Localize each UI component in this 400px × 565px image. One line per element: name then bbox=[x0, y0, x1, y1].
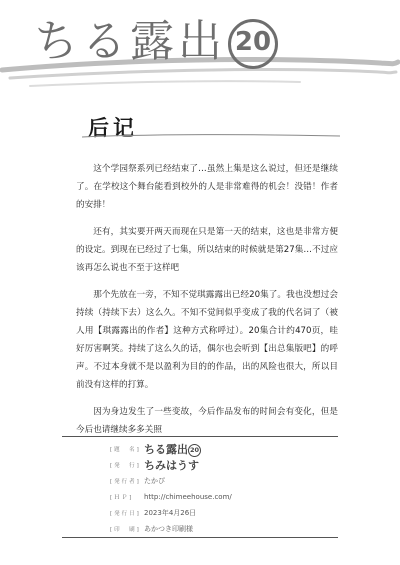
colophon-row-date bbox=[110, 505, 340, 521]
colophon-bottom-rule bbox=[62, 537, 338, 538]
colophon-title-text: ちる露出 bbox=[144, 443, 188, 456]
colophon-value: 2023年4月26日 bbox=[144, 509, 197, 517]
colophon-label: [発行者] bbox=[110, 479, 141, 485]
series-title bbox=[34, 12, 278, 72]
paragraph: 那个先放在一旁，不知不觉琪露露出已经20集了。我也没想过会持续（持续下去）这么久。不知不觉间似乎变成了我的代名词了（被人用【琪露露出的作者】这种方式称呼过）。20集合计约470页，哇好厉害啊笑。持续了这么久的话，偶尔也会听到【出总集版吧】的呼声。不过本身就不是以盈利为目的的作品，出的风险也很大，所以目前没有这样的打算。 bbox=[76, 290, 338, 390]
colophon-label: [印 刷] bbox=[110, 527, 141, 533]
title-banner bbox=[0, 0, 400, 100]
colophon-hp-link[interactable]: http://chimeehouse.com/ bbox=[144, 493, 232, 501]
colophon-label: [ＨＰ] bbox=[110, 495, 134, 501]
colophon-label: [発行日] bbox=[110, 511, 141, 517]
series-number-badge: 20 bbox=[228, 19, 278, 69]
colophon-row-author bbox=[110, 473, 340, 489]
heading-underline-decoration bbox=[82, 132, 342, 140]
colophon-value: たかぴ bbox=[144, 477, 165, 485]
paragraph: 因为身边发生了一些变故，今后作品发布的时间会有变化，但是今后也请继续多多关照 bbox=[76, 407, 338, 435]
series-title-text: ちる露出 bbox=[34, 16, 226, 67]
afterword-body bbox=[76, 160, 338, 448]
colophon-row-title bbox=[110, 441, 340, 457]
colophon-value bbox=[144, 441, 201, 457]
colophon bbox=[110, 441, 340, 537]
colophon-top-rule bbox=[62, 436, 338, 437]
colophon-row-circle bbox=[110, 457, 340, 473]
colophon-row-print bbox=[110, 521, 340, 537]
colophon-number-badge: 20 bbox=[188, 444, 201, 457]
colophon-value: あかつき印刷様 bbox=[144, 525, 193, 533]
paragraph: 这个学园祭系列已经结束了…虽然上集是这么说过，但还是继续了。在学校这个舞台能看到校外的人是非常难得的机会！没错！作者的安排！ bbox=[76, 164, 338, 210]
colophon-label: [題 名] bbox=[110, 447, 141, 453]
colophon-label: [発 行] bbox=[110, 463, 141, 469]
afterword-heading: 后记 bbox=[88, 115, 138, 140]
colophon-value: ちみはうす bbox=[144, 459, 199, 472]
colophon-row-hp bbox=[110, 489, 340, 505]
paragraph: 还有，其实要开两天而现在只是第一天的结束，这也是非常方便的设定。到现在已经过了七集，所以结束的时候就是第27集…不过应该再怎么说也不至于这样吧 bbox=[76, 227, 338, 273]
